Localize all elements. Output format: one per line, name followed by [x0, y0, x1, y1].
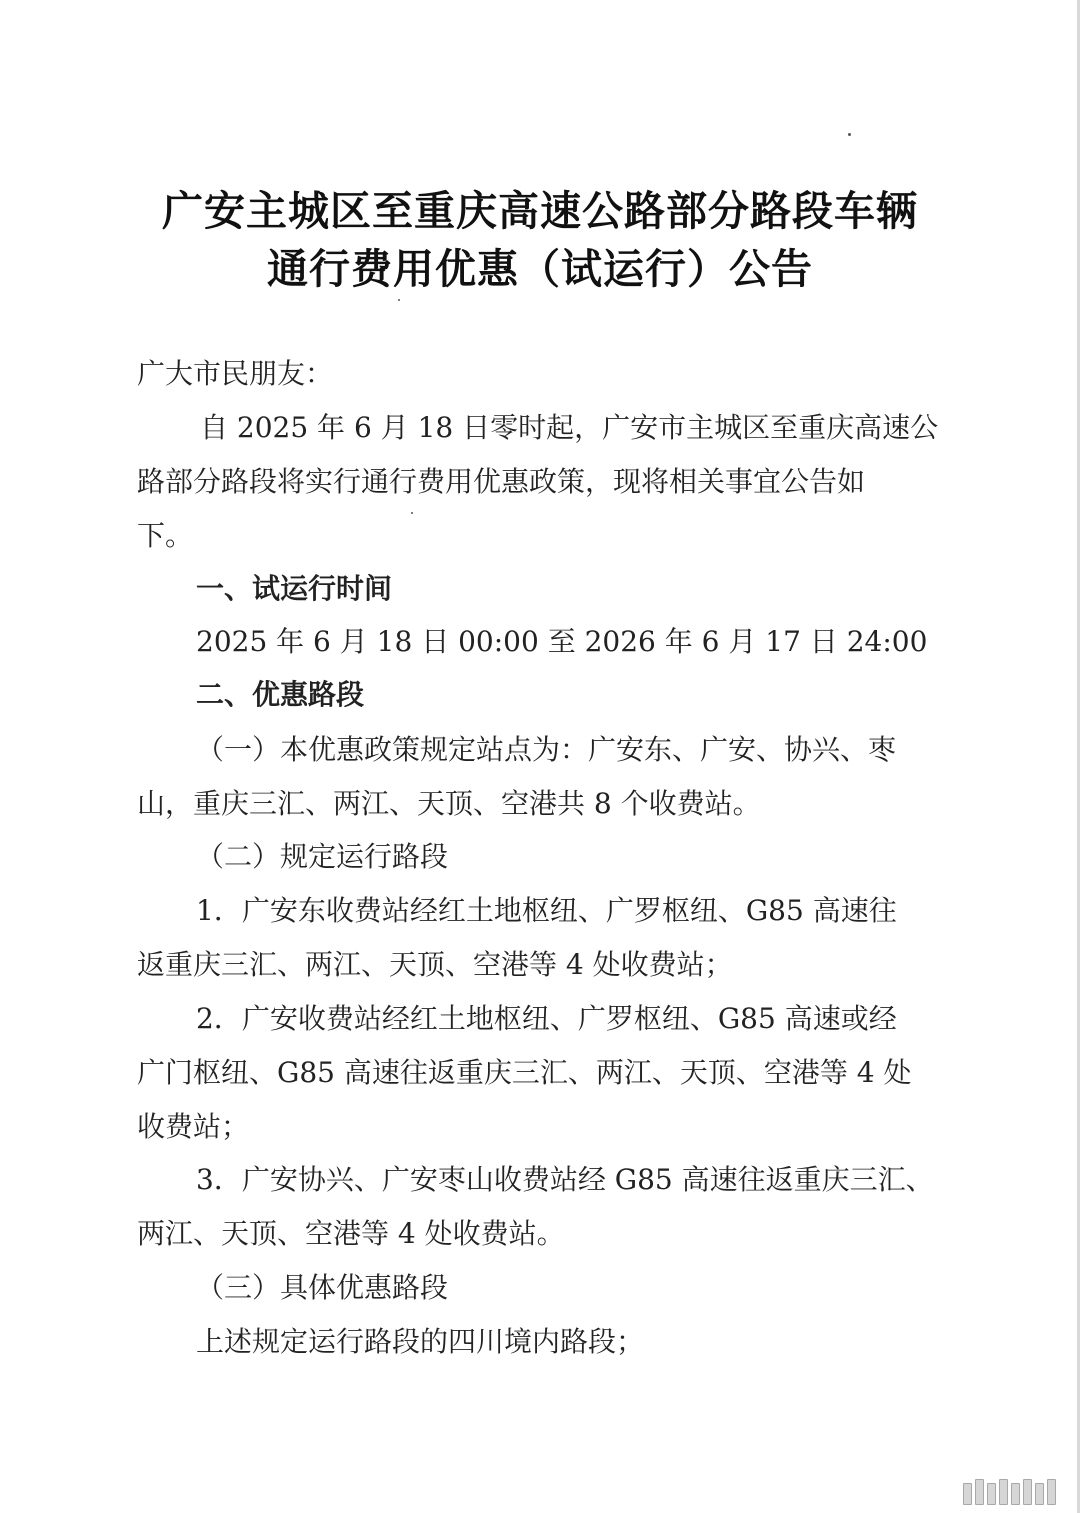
intro-line-3: 下。 — [137, 519, 194, 552]
item1-line-1: 1．广安东收费站经红土地枢纽、广罗枢纽、G85 高速往 — [196, 894, 897, 927]
section1-heading: 一、试运行时间 — [196, 572, 393, 605]
intro-line-1: 自 2025 年 6 月 18 日零时起，广安市主城区至重庆高速公 — [200, 411, 939, 444]
sub3-heading: （三）具体优惠路段 — [196, 1271, 449, 1304]
sub2-heading: （二）规定运行路段 — [196, 840, 449, 873]
scan-speck — [411, 512, 413, 514]
intro-line-2: 路部分路段将实行通行费用优惠政策，现将相关事宜公告如 — [137, 465, 866, 498]
item2-line-2: 广门枢纽、G85 高速往返重庆三汇、两江、天顶、空港等 4 处 — [137, 1056, 912, 1089]
item2-line-3: 收费站； — [137, 1110, 250, 1143]
salutation: 广大市民朋友： — [137, 357, 334, 390]
scan-speck — [848, 133, 851, 136]
scan-speck — [398, 299, 400, 301]
title-line-2: 通行费用优惠（试运行）公告 — [267, 245, 813, 293]
title-line-1: 广安主城区至重庆高速公路部分路段车辆 — [162, 187, 918, 235]
sub1-line-2: 山，重庆三汇、两江、天顶、空港共 8 个收费站。 — [137, 787, 761, 820]
watermark-logo — [963, 1479, 1056, 1505]
section1-text: 2025 年 6 月 18 日 00:00 至 2026 年 6 月 17 日 24:00 — [196, 625, 928, 658]
item3-line-2: 两江、天顶、空港等 4 处收费站。 — [137, 1217, 565, 1250]
item3-line-1: 3．广安协兴、广安枣山收费站经 G85 高速往返重庆三汇、 — [196, 1163, 934, 1196]
sub1-line-1: （一）本优惠政策规定站点为：广安东、广安、协兴、枣 — [196, 733, 897, 766]
item1-line-2: 返重庆三汇、两江、天顶、空港等 4 处收费站； — [137, 948, 733, 981]
sub3-text: 上述规定运行路段的四川境内路段； — [196, 1325, 645, 1358]
item2-line-1: 2．广安收费站经红土地枢纽、广罗枢纽、G85 高速或经 — [196, 1002, 897, 1035]
section2-heading: 二、优惠路段 — [196, 678, 365, 711]
